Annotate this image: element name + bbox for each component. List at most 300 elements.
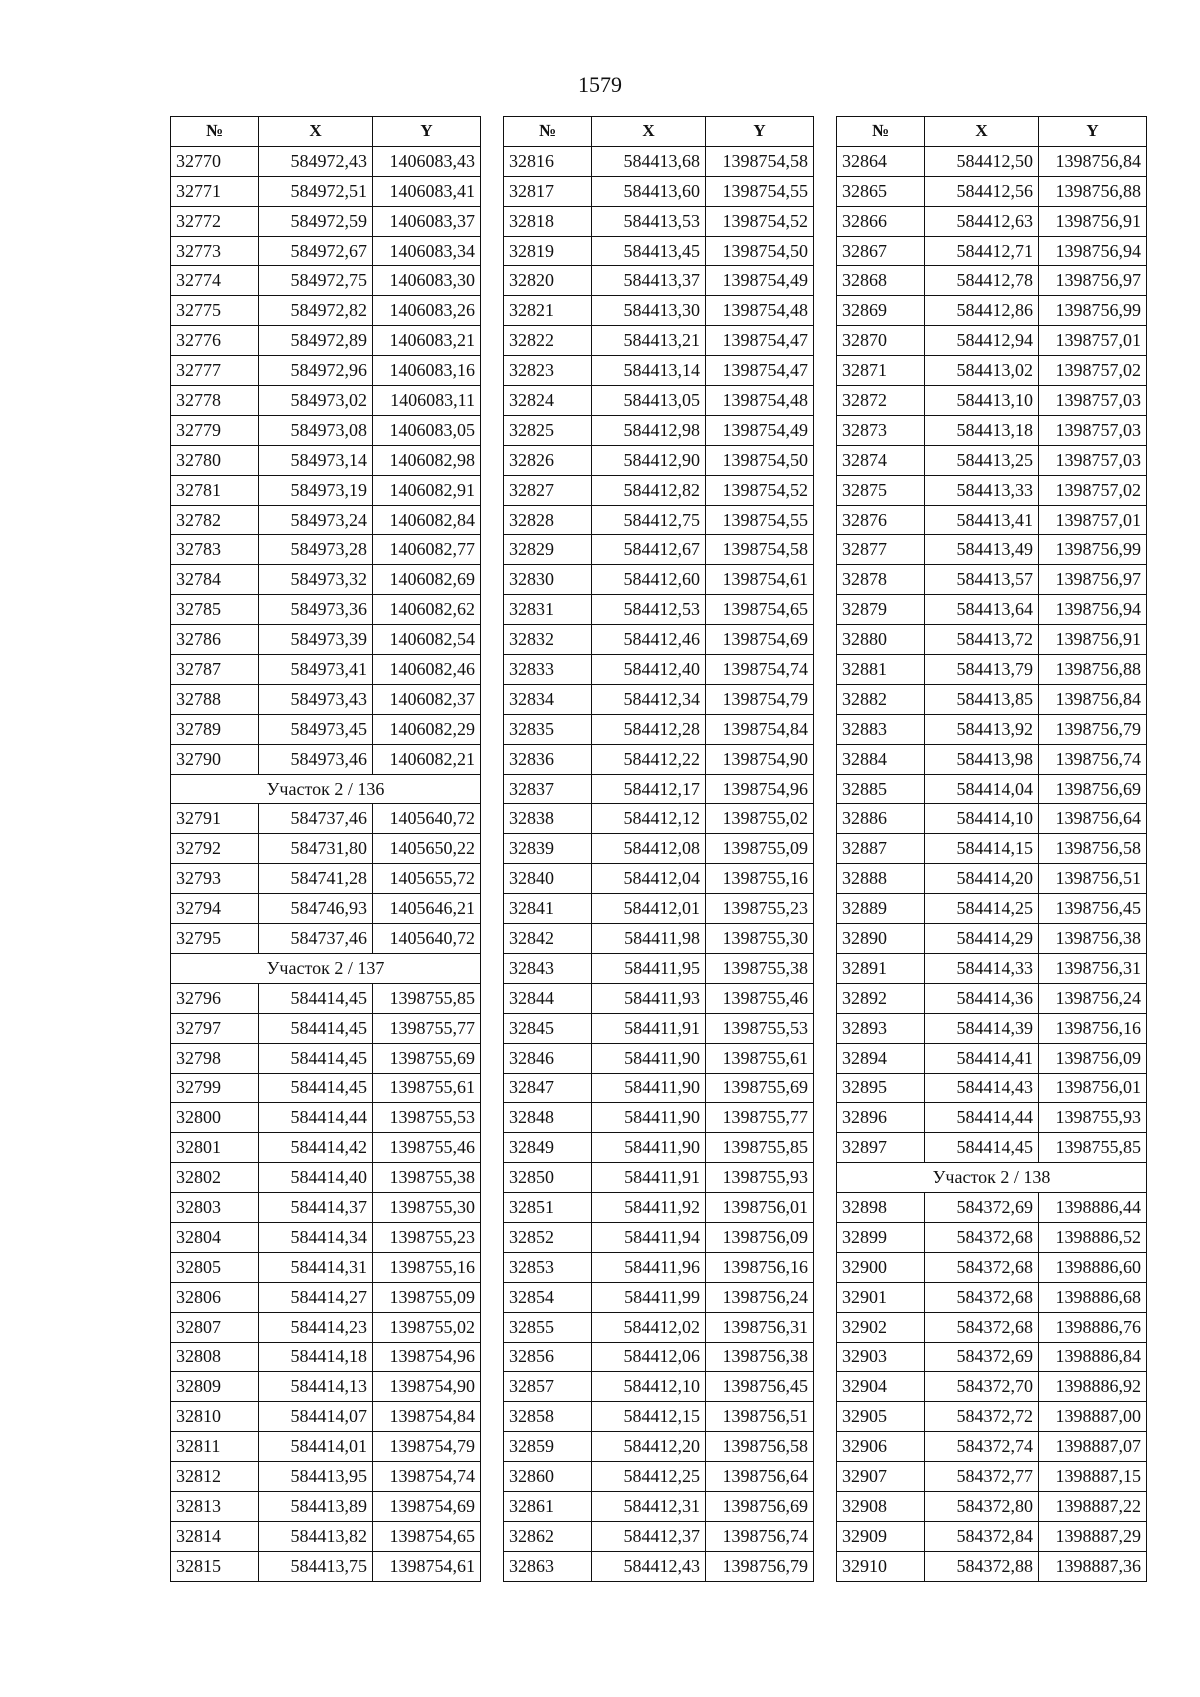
section-label: Участок 2 / 138 (837, 1163, 1147, 1193)
x-coordinate: 584372,77 (925, 1462, 1039, 1492)
table-row (837, 326, 1147, 356)
table-row (837, 804, 1147, 834)
point-number: 32909 (837, 1521, 925, 1551)
y-coordinate: 1398754,96 (706, 774, 814, 804)
x-coordinate: 584414,40 (259, 1163, 373, 1193)
x-coordinate: 584414,45 (259, 1043, 373, 1073)
x-coordinate: 584414,01 (259, 1432, 373, 1462)
point-number: 32891 (837, 953, 925, 983)
point-number: 32894 (837, 1043, 925, 1073)
y-coordinate: 1398756,74 (1039, 744, 1147, 774)
point-number: 32793 (171, 864, 259, 894)
table-row (837, 1312, 1147, 1342)
header-row (837, 117, 1147, 147)
point-number: 32859 (504, 1432, 592, 1462)
table-row (837, 1073, 1147, 1103)
point-number: 32901 (837, 1282, 925, 1312)
x-coordinate: 584412,02 (592, 1312, 706, 1342)
table-row (504, 1312, 814, 1342)
table-row (504, 1043, 814, 1073)
y-coordinate: 1398754,84 (706, 714, 814, 744)
y-coordinate: 1398756,51 (1039, 864, 1147, 894)
y-coordinate: 1398756,51 (706, 1402, 814, 1432)
y-coordinate: 1405640,72 (373, 804, 481, 834)
table-row (171, 924, 481, 954)
table-row (504, 1521, 814, 1551)
x-coordinate: 584414,34 (259, 1222, 373, 1252)
x-coordinate: 584414,23 (259, 1312, 373, 1342)
point-number: 32832 (504, 625, 592, 655)
table-row (504, 206, 814, 236)
table-row (171, 1222, 481, 1252)
y-coordinate: 1398756,99 (1039, 535, 1147, 565)
y-coordinate: 1398756,16 (706, 1252, 814, 1282)
x-coordinate: 584412,17 (592, 774, 706, 804)
table-row (171, 1103, 481, 1133)
x-coordinate: 584412,98 (592, 415, 706, 445)
table-row (837, 684, 1147, 714)
point-number: 32906 (837, 1432, 925, 1462)
point-number: 32806 (171, 1282, 259, 1312)
y-coordinate: 1398887,07 (1039, 1432, 1147, 1462)
point-number: 32898 (837, 1193, 925, 1223)
section-label: Участок 2 / 136 (171, 774, 481, 804)
x-coordinate: 584972,96 (259, 356, 373, 386)
x-coordinate: 584412,34 (592, 684, 706, 714)
table-row (171, 1491, 481, 1521)
point-number: 32819 (504, 236, 592, 266)
table-row (171, 1462, 481, 1492)
point-number: 32812 (171, 1462, 259, 1492)
table-row (171, 714, 481, 744)
table-row (171, 266, 481, 296)
table-row (171, 535, 481, 565)
y-coordinate: 1398755,69 (373, 1043, 481, 1073)
point-number: 32779 (171, 415, 259, 445)
point-number: 32822 (504, 326, 592, 356)
point-number: 32872 (837, 386, 925, 416)
y-coordinate: 1398755,38 (373, 1163, 481, 1193)
table-row (504, 1073, 814, 1103)
x-coordinate: 584412,78 (925, 266, 1039, 296)
table-row (504, 684, 814, 714)
table-row (504, 236, 814, 266)
x-coordinate: 584972,43 (259, 146, 373, 176)
point-number: 32773 (171, 236, 259, 266)
x-coordinate: 584973,45 (259, 714, 373, 744)
point-number: 32895 (837, 1073, 925, 1103)
x-coordinate: 584972,67 (259, 236, 373, 266)
table-row (504, 475, 814, 505)
point-number: 32847 (504, 1073, 592, 1103)
x-coordinate: 584414,43 (925, 1073, 1039, 1103)
x-coordinate: 584411,94 (592, 1222, 706, 1252)
point-number: 32816 (504, 146, 592, 176)
y-coordinate: 1406083,26 (373, 296, 481, 326)
point-number: 32861 (504, 1491, 592, 1521)
y-coordinate: 1406082,69 (373, 565, 481, 595)
table-row (504, 1013, 814, 1043)
x-coordinate: 584973,43 (259, 684, 373, 714)
table-row (504, 834, 814, 864)
header-x: X (925, 117, 1039, 147)
x-coordinate: 584972,75 (259, 266, 373, 296)
x-coordinate: 584414,33 (925, 953, 1039, 983)
x-coordinate: 584413,53 (592, 206, 706, 236)
y-coordinate: 1398755,16 (706, 864, 814, 894)
point-number: 32818 (504, 206, 592, 236)
section-row (171, 774, 481, 804)
table-row (504, 953, 814, 983)
table-row (171, 1252, 481, 1282)
table-row (504, 655, 814, 685)
point-number: 32883 (837, 714, 925, 744)
x-coordinate: 584414,37 (259, 1193, 373, 1223)
table-row (171, 236, 481, 266)
x-coordinate: 584413,45 (592, 236, 706, 266)
x-coordinate: 584972,82 (259, 296, 373, 326)
table-row (171, 1342, 481, 1372)
y-coordinate: 1398755,53 (706, 1013, 814, 1043)
table-row (837, 1252, 1147, 1282)
y-coordinate: 1398754,55 (706, 505, 814, 535)
y-coordinate: 1398754,74 (706, 655, 814, 685)
y-coordinate: 1398754,74 (373, 1462, 481, 1492)
table-row (171, 505, 481, 535)
table-row (171, 684, 481, 714)
point-number: 32788 (171, 684, 259, 714)
y-coordinate: 1398756,88 (1039, 176, 1147, 206)
y-coordinate: 1398756,24 (706, 1282, 814, 1312)
x-coordinate: 584414,44 (259, 1103, 373, 1133)
x-coordinate: 584412,43 (592, 1551, 706, 1581)
y-coordinate: 1398754,79 (706, 684, 814, 714)
point-number: 32871 (837, 356, 925, 386)
point-number: 32790 (171, 744, 259, 774)
x-coordinate: 584413,98 (925, 744, 1039, 774)
y-coordinate: 1398754,50 (706, 236, 814, 266)
point-number: 32880 (837, 625, 925, 655)
x-coordinate: 584413,25 (925, 445, 1039, 475)
table-row (171, 1282, 481, 1312)
x-coordinate: 584413,49 (925, 535, 1039, 565)
table-row (837, 625, 1147, 655)
table-row (837, 834, 1147, 864)
x-coordinate: 584413,89 (259, 1491, 373, 1521)
table-row (504, 296, 814, 326)
table-row (837, 1043, 1147, 1073)
point-number: 32879 (837, 595, 925, 625)
table-row (837, 296, 1147, 326)
table-row (504, 1402, 814, 1432)
x-coordinate: 584414,27 (259, 1282, 373, 1312)
point-number: 32837 (504, 774, 592, 804)
y-coordinate: 1406082,91 (373, 475, 481, 505)
point-number: 32854 (504, 1282, 592, 1312)
table-row (837, 744, 1147, 774)
table-row (837, 1222, 1147, 1252)
y-coordinate: 1398757,02 (1039, 475, 1147, 505)
point-number: 32869 (837, 296, 925, 326)
y-coordinate: 1406082,62 (373, 595, 481, 625)
y-coordinate: 1398887,36 (1039, 1551, 1147, 1581)
y-coordinate: 1398754,84 (373, 1402, 481, 1432)
table-row (837, 894, 1147, 924)
y-coordinate: 1398755,93 (706, 1163, 814, 1193)
table-row (504, 1163, 814, 1193)
point-number: 32892 (837, 983, 925, 1013)
y-coordinate: 1398755,02 (706, 804, 814, 834)
point-number: 32774 (171, 266, 259, 296)
y-coordinate: 1406082,21 (373, 744, 481, 774)
table-row (504, 744, 814, 774)
y-coordinate: 1405646,21 (373, 894, 481, 924)
table-row (837, 774, 1147, 804)
point-number: 32803 (171, 1193, 259, 1223)
y-coordinate: 1398754,52 (706, 475, 814, 505)
point-number: 32814 (171, 1521, 259, 1551)
x-coordinate: 584412,67 (592, 535, 706, 565)
y-coordinate: 1398886,76 (1039, 1312, 1147, 1342)
x-coordinate: 584372,68 (925, 1252, 1039, 1282)
y-coordinate: 1406083,21 (373, 326, 481, 356)
y-coordinate: 1398754,65 (706, 595, 814, 625)
table-row (837, 1193, 1147, 1223)
x-coordinate: 584412,90 (592, 445, 706, 475)
y-coordinate: 1406082,77 (373, 535, 481, 565)
point-number: 32785 (171, 595, 259, 625)
point-number: 32804 (171, 1222, 259, 1252)
point-number: 32841 (504, 894, 592, 924)
y-coordinate: 1398756,64 (706, 1462, 814, 1492)
x-coordinate: 584412,12 (592, 804, 706, 834)
point-number: 32787 (171, 655, 259, 685)
point-number: 32899 (837, 1222, 925, 1252)
table-row (837, 1013, 1147, 1043)
point-number: 32813 (171, 1491, 259, 1521)
header-number: № (504, 117, 592, 147)
y-coordinate: 1398754,96 (373, 1342, 481, 1372)
header-y: Y (1039, 117, 1147, 147)
x-coordinate: 584413,18 (925, 415, 1039, 445)
x-coordinate: 584973,32 (259, 565, 373, 595)
point-number: 32903 (837, 1342, 925, 1372)
x-coordinate: 584411,90 (592, 1043, 706, 1073)
point-number: 32844 (504, 983, 592, 1013)
point-number: 32908 (837, 1491, 925, 1521)
point-number: 32834 (504, 684, 592, 714)
point-number: 32831 (504, 595, 592, 625)
point-number: 32851 (504, 1193, 592, 1223)
x-coordinate: 584414,07 (259, 1402, 373, 1432)
table-row (504, 415, 814, 445)
x-coordinate: 584414,15 (925, 834, 1039, 864)
table-row (504, 894, 814, 924)
x-coordinate: 584973,28 (259, 535, 373, 565)
y-coordinate: 1406083,41 (373, 176, 481, 206)
table-row (171, 834, 481, 864)
point-number: 32802 (171, 1163, 259, 1193)
point-number: 32825 (504, 415, 592, 445)
y-coordinate: 1398754,90 (706, 744, 814, 774)
point-number: 32784 (171, 565, 259, 595)
point-number: 32884 (837, 744, 925, 774)
table-row (837, 1551, 1147, 1581)
y-coordinate: 1405640,72 (373, 924, 481, 954)
point-number: 32853 (504, 1252, 592, 1282)
section-row (837, 1163, 1147, 1193)
x-coordinate: 584412,75 (592, 505, 706, 535)
y-coordinate: 1398754,69 (373, 1491, 481, 1521)
x-coordinate: 584413,60 (592, 176, 706, 206)
table-row (837, 1282, 1147, 1312)
point-number: 32870 (837, 326, 925, 356)
point-number: 32889 (837, 894, 925, 924)
point-number: 32826 (504, 445, 592, 475)
table-row (504, 595, 814, 625)
table-row (837, 1432, 1147, 1462)
y-coordinate: 1398756,69 (1039, 774, 1147, 804)
y-coordinate: 1398755,93 (1039, 1103, 1147, 1133)
y-coordinate: 1398886,60 (1039, 1252, 1147, 1282)
x-coordinate: 584414,45 (259, 1073, 373, 1103)
y-coordinate: 1406083,05 (373, 415, 481, 445)
header-y: Y (706, 117, 814, 147)
x-coordinate: 584412,10 (592, 1372, 706, 1402)
table-row (504, 1462, 814, 1492)
point-number: 32881 (837, 655, 925, 685)
point-number: 32885 (837, 774, 925, 804)
point-number: 32852 (504, 1222, 592, 1252)
x-coordinate: 584413,10 (925, 386, 1039, 416)
point-number: 32770 (171, 146, 259, 176)
header-x: X (259, 117, 373, 147)
table-row (837, 983, 1147, 1013)
x-coordinate: 584973,39 (259, 625, 373, 655)
point-number: 32905 (837, 1402, 925, 1432)
y-coordinate: 1398754,61 (706, 565, 814, 595)
x-coordinate: 584412,22 (592, 744, 706, 774)
point-number: 32890 (837, 924, 925, 954)
y-coordinate: 1398756,94 (1039, 236, 1147, 266)
y-coordinate: 1398756,31 (1039, 953, 1147, 983)
x-coordinate: 584412,56 (925, 176, 1039, 206)
y-coordinate: 1398755,69 (706, 1073, 814, 1103)
y-coordinate: 1398886,44 (1039, 1193, 1147, 1223)
table-row (171, 625, 481, 655)
table-row (171, 146, 481, 176)
x-coordinate: 584413,21 (592, 326, 706, 356)
table-row (171, 176, 481, 206)
point-number: 32865 (837, 176, 925, 206)
table-row (171, 1551, 481, 1581)
x-coordinate: 584413,30 (592, 296, 706, 326)
y-coordinate: 1398756,24 (1039, 983, 1147, 1013)
point-number: 32772 (171, 206, 259, 236)
y-coordinate: 1398756,69 (706, 1491, 814, 1521)
y-coordinate: 1398755,30 (706, 924, 814, 954)
point-number: 32820 (504, 266, 592, 296)
y-coordinate: 1398755,46 (706, 983, 814, 1013)
table-row (171, 1312, 481, 1342)
point-number: 32904 (837, 1372, 925, 1402)
section-label: Участок 2 / 137 (171, 953, 481, 983)
table-row (171, 296, 481, 326)
table-row (504, 565, 814, 595)
table-row (504, 505, 814, 535)
table-row (837, 356, 1147, 386)
table-row (171, 356, 481, 386)
point-number: 32800 (171, 1103, 259, 1133)
x-coordinate: 584412,28 (592, 714, 706, 744)
x-coordinate: 584411,91 (592, 1163, 706, 1193)
point-number: 32835 (504, 714, 592, 744)
y-coordinate: 1398754,65 (373, 1521, 481, 1551)
y-coordinate: 1398755,02 (373, 1312, 481, 1342)
table-row (837, 864, 1147, 894)
y-coordinate: 1406082,98 (373, 445, 481, 475)
point-number: 32809 (171, 1372, 259, 1402)
table-row (837, 206, 1147, 236)
point-number: 32907 (837, 1462, 925, 1492)
y-coordinate: 1398756,74 (706, 1521, 814, 1551)
table-row (837, 475, 1147, 505)
table-row (504, 864, 814, 894)
y-coordinate: 1398755,77 (373, 1013, 481, 1043)
table-row (504, 386, 814, 416)
point-number: 32828 (504, 505, 592, 535)
point-number: 32833 (504, 655, 592, 685)
table-row (171, 415, 481, 445)
table-row (837, 924, 1147, 954)
coordinates-table-1 (170, 116, 481, 1582)
x-coordinate: 584414,42 (259, 1133, 373, 1163)
x-coordinate: 584413,14 (592, 356, 706, 386)
point-number: 32783 (171, 535, 259, 565)
y-coordinate: 1398754,52 (706, 206, 814, 236)
x-coordinate: 584372,72 (925, 1402, 1039, 1432)
x-coordinate: 584746,93 (259, 894, 373, 924)
x-coordinate: 584372,68 (925, 1222, 1039, 1252)
table-row (171, 1193, 481, 1223)
x-coordinate: 584372,88 (925, 1551, 1039, 1581)
y-coordinate: 1398754,49 (706, 266, 814, 296)
table-row (837, 1402, 1147, 1432)
header-row (171, 117, 481, 147)
page-number: 1579 (578, 72, 622, 97)
point-number: 32836 (504, 744, 592, 774)
point-number: 32873 (837, 415, 925, 445)
table-row (504, 1372, 814, 1402)
x-coordinate: 584413,37 (592, 266, 706, 296)
x-coordinate: 584412,53 (592, 595, 706, 625)
table-row (837, 535, 1147, 565)
y-coordinate: 1398755,23 (706, 894, 814, 924)
point-number: 32838 (504, 804, 592, 834)
y-coordinate: 1406082,54 (373, 625, 481, 655)
point-number: 32839 (504, 834, 592, 864)
point-number: 32781 (171, 475, 259, 505)
y-coordinate: 1398757,01 (1039, 326, 1147, 356)
x-coordinate: 584411,90 (592, 1073, 706, 1103)
table-row (837, 1491, 1147, 1521)
point-number: 32776 (171, 326, 259, 356)
point-number: 32887 (837, 834, 925, 864)
table-row (171, 894, 481, 924)
x-coordinate: 584413,82 (259, 1521, 373, 1551)
x-coordinate: 584412,40 (592, 655, 706, 685)
x-coordinate: 584413,72 (925, 625, 1039, 655)
